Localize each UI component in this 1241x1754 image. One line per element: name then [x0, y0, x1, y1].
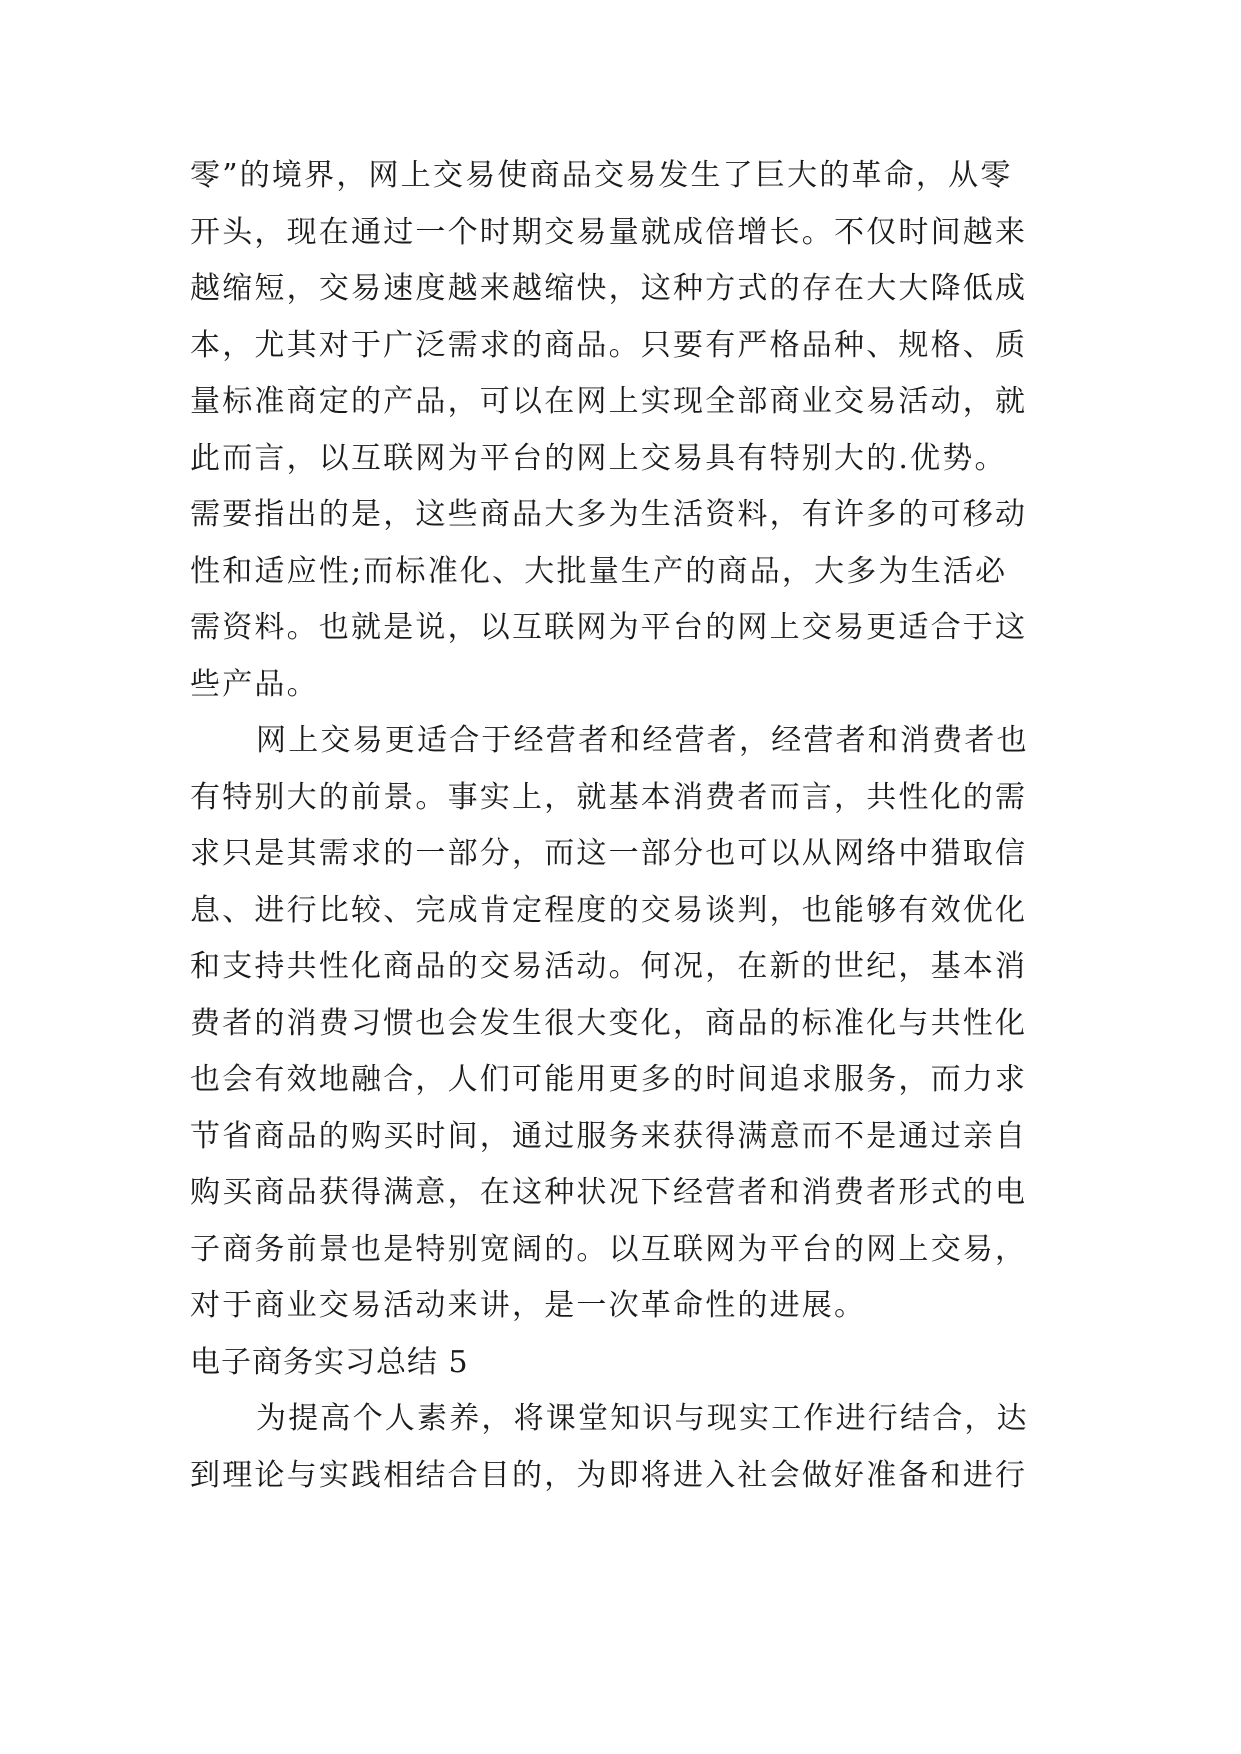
text-line: 些产品。 [190, 666, 319, 702]
text-line: 也会有效地融合，人们可能用更多的时间追求服务，而力求 [190, 1062, 1028, 1097]
section-heading: 电子商务实习总结 5 [190, 1344, 469, 1380]
text-line: 和支持共性化商品的交易活动。何况，在新的世纪，基本消 [190, 949, 1028, 984]
text-line: 性和适应性;而标准化、大批量生产的商品，大多为生活必 [190, 553, 1008, 589]
text-line: 需资料。也就是说，以互联网为平台的网上交易更适合于这 [190, 610, 1028, 645]
text-line: 对于商业交易活动来讲，是一次革命性的进展。 [190, 1288, 867, 1323]
text-line: 本，尤其对于广泛需求的商品。只要有严格品种、规格、质 [190, 327, 1028, 363]
text-line: 费者的消费习惯也会发生很大变化，商品的标准化与共性化 [190, 1005, 1028, 1041]
text-line: 为提高个人素养，将课堂知识与现实工作进行结合，达 [256, 1401, 1029, 1436]
paragraph [190, 713, 1050, 1335]
text-line: 开头，现在通过一个时期交易量就成倍增长。不仅时间越来 [190, 214, 1028, 250]
text-line: 子商务前景也是特别宽阔的。以互联网为平台的网上交易， [190, 1231, 1028, 1267]
text-line: 购买商品获得满意，在这种状况下经营者和消费者形式的电 [190, 1175, 1028, 1210]
text-line: 需要指出的是，这些商品大多为生活资料，有许多的可移动 [190, 497, 1028, 532]
text-line: 求只是其需求的一部分，而这一部分也可以从网络中猎取信 [190, 836, 1028, 871]
document-body [190, 148, 1050, 1504]
text-line: 有特别大的前景。事实上，就基本消费者而言，共性化的需 [190, 779, 1028, 815]
text-line: 越缩短，交易速度越来越缩快，这种方式的存在大大降低成 [190, 271, 1028, 306]
text-line: 息、进行比较、完成肯定程度的交易谈判，也能够有效优化 [190, 892, 1028, 928]
paragraph-continued [190, 148, 1050, 713]
text-line: 到理论与实践相结合目的，为即将进入社会做好准备和进行 [190, 1457, 1028, 1493]
text-line: 零”的境界，网上交易使商品交易发生了巨大的革命，从零 [190, 158, 1013, 193]
text-line: 节省商品的购买时间，通过服务来获得满意而不是通过亲自 [190, 1118, 1028, 1154]
text-line: 量标准商定的产品，可以在网上实现全部商业交易活动，就 [190, 384, 1028, 419]
text-line: 网上交易更适合于经营者和经营者，经营者和消费者也 [256, 723, 1029, 758]
text-line: 此而言，以互联网为平台的网上交易具有特别大的.优势。 [190, 440, 1007, 476]
paragraph [190, 1391, 1050, 1504]
